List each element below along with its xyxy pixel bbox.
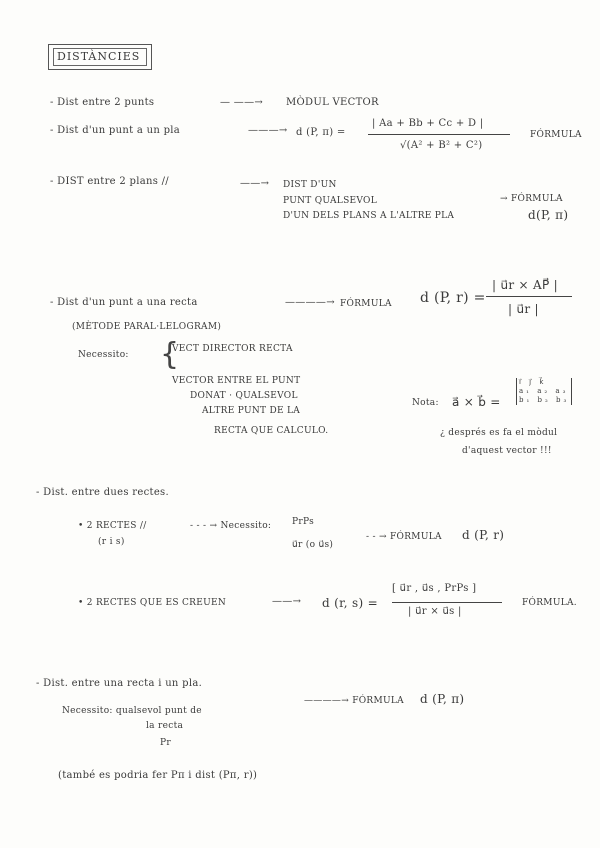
s6-needs3: Pr [160, 738, 171, 748]
s4-arrow: ————→ [285, 297, 335, 308]
s3-line3: D'UN DELS PLANS A L'ALTRE PLA [283, 211, 455, 221]
s4-remark2: d'aquest vector !!! [462, 446, 552, 456]
s5-case2-lhs: d (r, s) = [322, 596, 378, 610]
s6-arrow: ————→ FÓRMULA [304, 696, 404, 706]
s4-need2c: ALTRE PUNT DE LA [202, 406, 301, 416]
s1-result: MÒDUL VECTOR [286, 97, 379, 108]
s4-fraction-line [486, 296, 572, 297]
matrix-row: b₁ b₂ b₃ [519, 396, 570, 404]
s2-lhs: d (P, π) = [296, 127, 346, 138]
s5-case1a: • 2 RECTES // [78, 521, 147, 531]
s5-case1b: (r i s) [98, 537, 125, 547]
s3-line2: PUNT QUALSEVOL [283, 196, 378, 206]
s4-need2d: RECTA QUE CALCULO. [214, 426, 329, 436]
s1-label: - Dist entre 2 punts [50, 97, 155, 108]
s5-case1-arrow2: - - → FÓRMULA [366, 532, 442, 542]
s3-label: - DIST entre 2 plans // [50, 176, 169, 187]
s4-numerator: | u⃗r × AP⃗ | [492, 278, 558, 292]
s5-case2: • 2 RECTES QUE ES CREUEN [78, 598, 227, 608]
s4-note-expr: a⃗ × b⃗ = [452, 395, 501, 409]
s3-arrow2: → FÓRMULA [500, 194, 563, 204]
s6-label: - Dist. entre una recta i un pla. [36, 678, 203, 689]
title-box [48, 44, 152, 70]
s1-arrow: — ——→ [220, 97, 264, 108]
s4-label: - Dist d'un punt a una recta [50, 297, 198, 308]
s5-case1-arrow: - - - → Necessito: [190, 521, 272, 531]
s5-label: - Dist. entre dues rectes. [36, 487, 169, 498]
s4-denominator: | u⃗r | [508, 302, 539, 316]
s2-denominator: √(A² + B² + C²) [400, 140, 483, 151]
s5-case2-num: [ u⃗r , u⃗s , PrPs ] [392, 583, 477, 594]
s2-arrow: ———→ [248, 125, 288, 136]
s5-case1-v1: PrPs [292, 517, 314, 527]
s6-needs2: la recta [146, 721, 184, 731]
matrix-row: i⃗ j⃗ k⃗ [519, 378, 547, 386]
s4-remark1: ¿ després es fa el mòdul [440, 428, 558, 438]
s6-footer: (també es podria fer Pπ i dist (Pπ, r)) [58, 770, 258, 781]
s2-numerator: | Aa + Bb + Cc + D | [372, 118, 484, 129]
s3-arrow: ——→ [240, 178, 270, 189]
page-title: DISTÀNCIES [57, 50, 141, 63]
s4-needs: Necessito: [78, 350, 129, 360]
s4-method: (MÈTODE PARAL·LELOGRAM) [72, 322, 222, 332]
s5-case2-tag: FÓRMULA. [522, 598, 577, 608]
s6-needs: Necessito: qualsevol punt de [62, 706, 202, 716]
s4-need1: VECT DIRECTOR RECTA [172, 344, 293, 354]
s5-case2-arrow: ——→ [272, 596, 302, 607]
s5-case2-den: | u⃗r × u⃗s | [408, 606, 462, 617]
s2-fraction-line [368, 134, 510, 135]
cross-product-matrix [516, 378, 572, 405]
matrix-row: a₁ a₂ a₃ [519, 387, 569, 395]
s5-case1-formula: d (P, r) [462, 528, 505, 542]
s2-tag: FÓRMULA [530, 130, 582, 140]
s5-case2-fraction-line [392, 602, 502, 603]
s3-line1: DIST D'UN [283, 180, 337, 190]
s6-formula: d (P, π) [420, 692, 465, 706]
s4-note-label: Nota: [412, 398, 439, 408]
s4-tag: FÓRMULA [340, 299, 392, 309]
s4-need2b: DONAT · QUALSEVOL [190, 391, 298, 401]
s4-need2a: VECTOR ENTRE EL PUNT [172, 376, 301, 386]
s2-label: - Dist d'un punt a un pla [50, 125, 181, 136]
s3-formula: d(P, π) [528, 208, 569, 222]
s5-case1-v2: u⃗r (o u⃗s) [292, 540, 334, 550]
s4-brace: { [160, 337, 180, 372]
s4-lhs: d (P, r) = [420, 290, 486, 306]
